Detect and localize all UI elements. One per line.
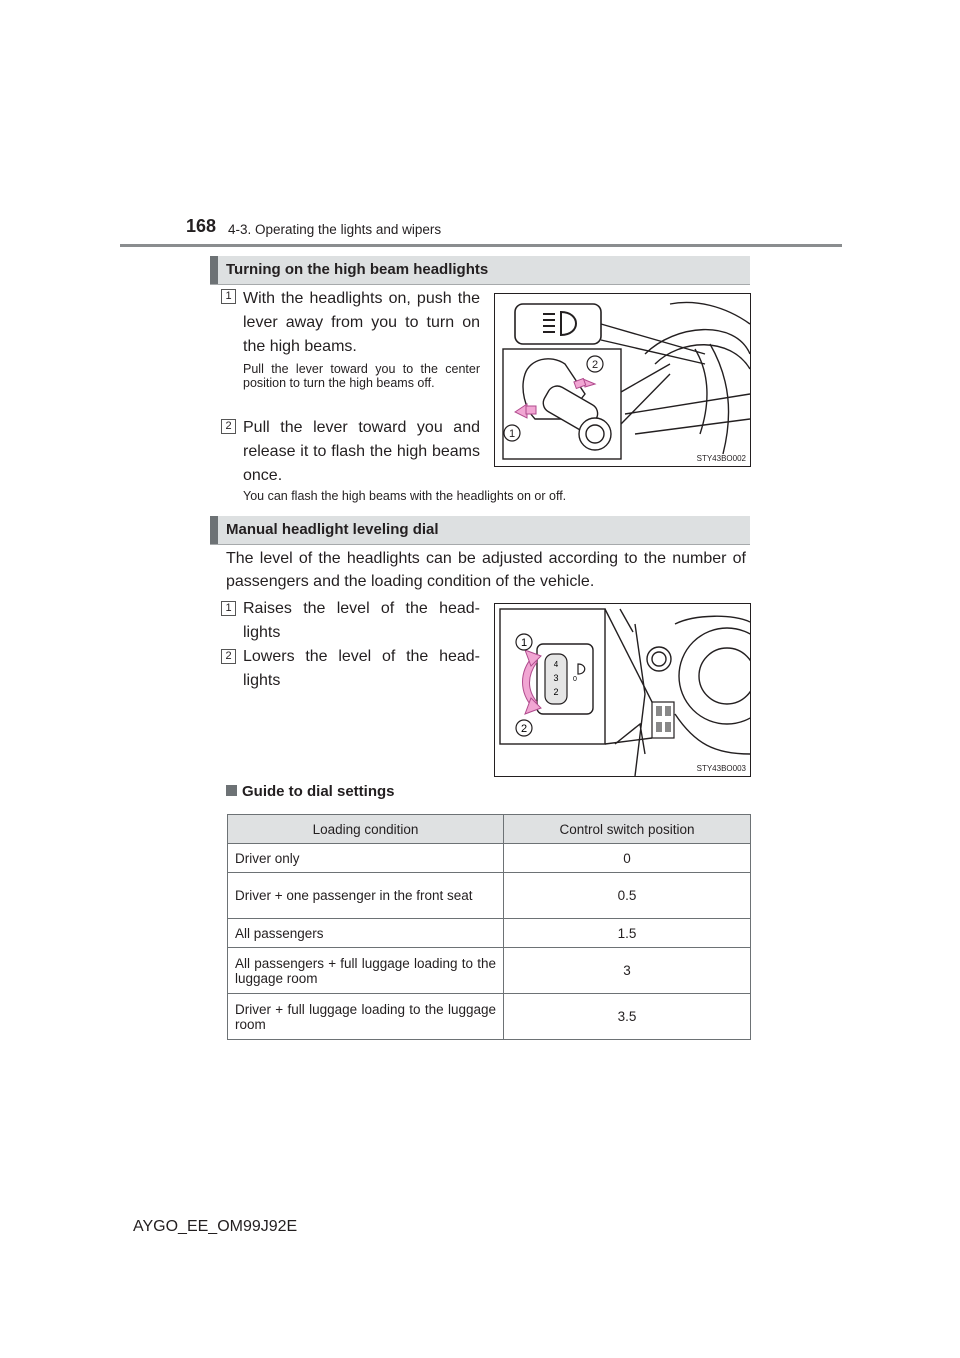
step-1-note: Pull the lever toward you to the center position to turn the high beams off. xyxy=(243,362,480,390)
section-underline xyxy=(210,544,750,545)
column-header-position: Control switch position xyxy=(504,815,751,844)
callout-2: 2 xyxy=(591,359,599,371)
cell-position: 0.5 xyxy=(504,873,751,919)
item-1-text: Raises the level of the head-lights xyxy=(243,600,480,641)
guide-title: Guide to dial settings xyxy=(242,783,395,800)
table-row xyxy=(228,919,751,948)
figure-high-beam-lever xyxy=(494,293,751,467)
table-row xyxy=(228,873,751,919)
item-number-1: 1 xyxy=(221,601,236,616)
section-title-leveling: Manual headlight leveling dial xyxy=(226,521,439,538)
step-2-text: Pull the lever toward you and release it to flash the high beams once. xyxy=(243,419,480,484)
table-row xyxy=(228,994,751,1040)
cell-condition: Driver only xyxy=(228,844,504,873)
step-2-note: You can flash the high beams with the headlights on or off. xyxy=(243,489,567,503)
step-1-text: With the headlights on, push the lever away from you to turn on the high beams. xyxy=(243,290,480,355)
dial-mark-2: 2 xyxy=(553,687,559,697)
chapter-title: 4-3. Operating the lights and wipers xyxy=(228,222,442,237)
section-heading-high-beam xyxy=(210,256,750,284)
header-divider xyxy=(120,244,842,247)
section-marker-bar xyxy=(210,516,218,544)
section-underline xyxy=(210,284,750,285)
cell-position: 3.5 xyxy=(504,994,751,1040)
callout-1: 1 xyxy=(520,637,528,649)
table-row xyxy=(228,844,751,873)
section-marker-bar xyxy=(210,256,218,284)
page-number: 168 xyxy=(186,216,217,236)
callout-1: 1 xyxy=(508,428,516,440)
dial-illustration xyxy=(495,604,750,776)
high-beam-indicator-icon xyxy=(515,304,601,344)
figure-leveling-dial xyxy=(494,603,751,777)
step-number-1: 1 xyxy=(221,289,236,304)
section-heading-leveling xyxy=(210,516,750,544)
item-number-2: 2 xyxy=(221,649,236,664)
cell-condition: Driver + full luggage loading to the luggage room xyxy=(228,994,504,1040)
callout-2: 2 xyxy=(520,723,528,735)
leveling-intro: The level of the headlights can be adjusted according to the number of passengers and the loading condition of the vehicle. xyxy=(226,550,746,590)
figure-code: STY43BO003 xyxy=(696,764,746,773)
dial-settings-table xyxy=(227,814,751,1040)
lever-illustration xyxy=(495,294,750,466)
cell-position: 1.5 xyxy=(504,919,751,948)
cell-condition: Driver + one passenger in the front seat xyxy=(228,873,504,919)
dial-mark-3: 3 xyxy=(553,673,559,683)
section-title-high-beam: Turning on the high beam headlights xyxy=(226,261,489,278)
document-id: AYGO_EE_OM99J92E xyxy=(133,1218,298,1235)
dial-mark-0: 0 xyxy=(573,676,577,683)
guide-heading xyxy=(226,783,395,800)
dial-mark-4: 4 xyxy=(553,660,559,669)
cell-condition: All passengers xyxy=(228,919,504,948)
step-number-2: 2 xyxy=(221,419,236,434)
cell-position: 0 xyxy=(504,844,751,873)
cell-position: 3 xyxy=(504,948,751,994)
square-bullet-icon xyxy=(226,785,237,796)
table-row xyxy=(228,948,751,994)
figure-code: STY43BO002 xyxy=(696,454,746,463)
cell-condition: All passengers + full luggage loading to the luggage room xyxy=(228,948,504,994)
item-2-text: Lowers the level of the head-lights xyxy=(243,648,480,689)
column-header-condition: Loading condition xyxy=(228,815,504,844)
